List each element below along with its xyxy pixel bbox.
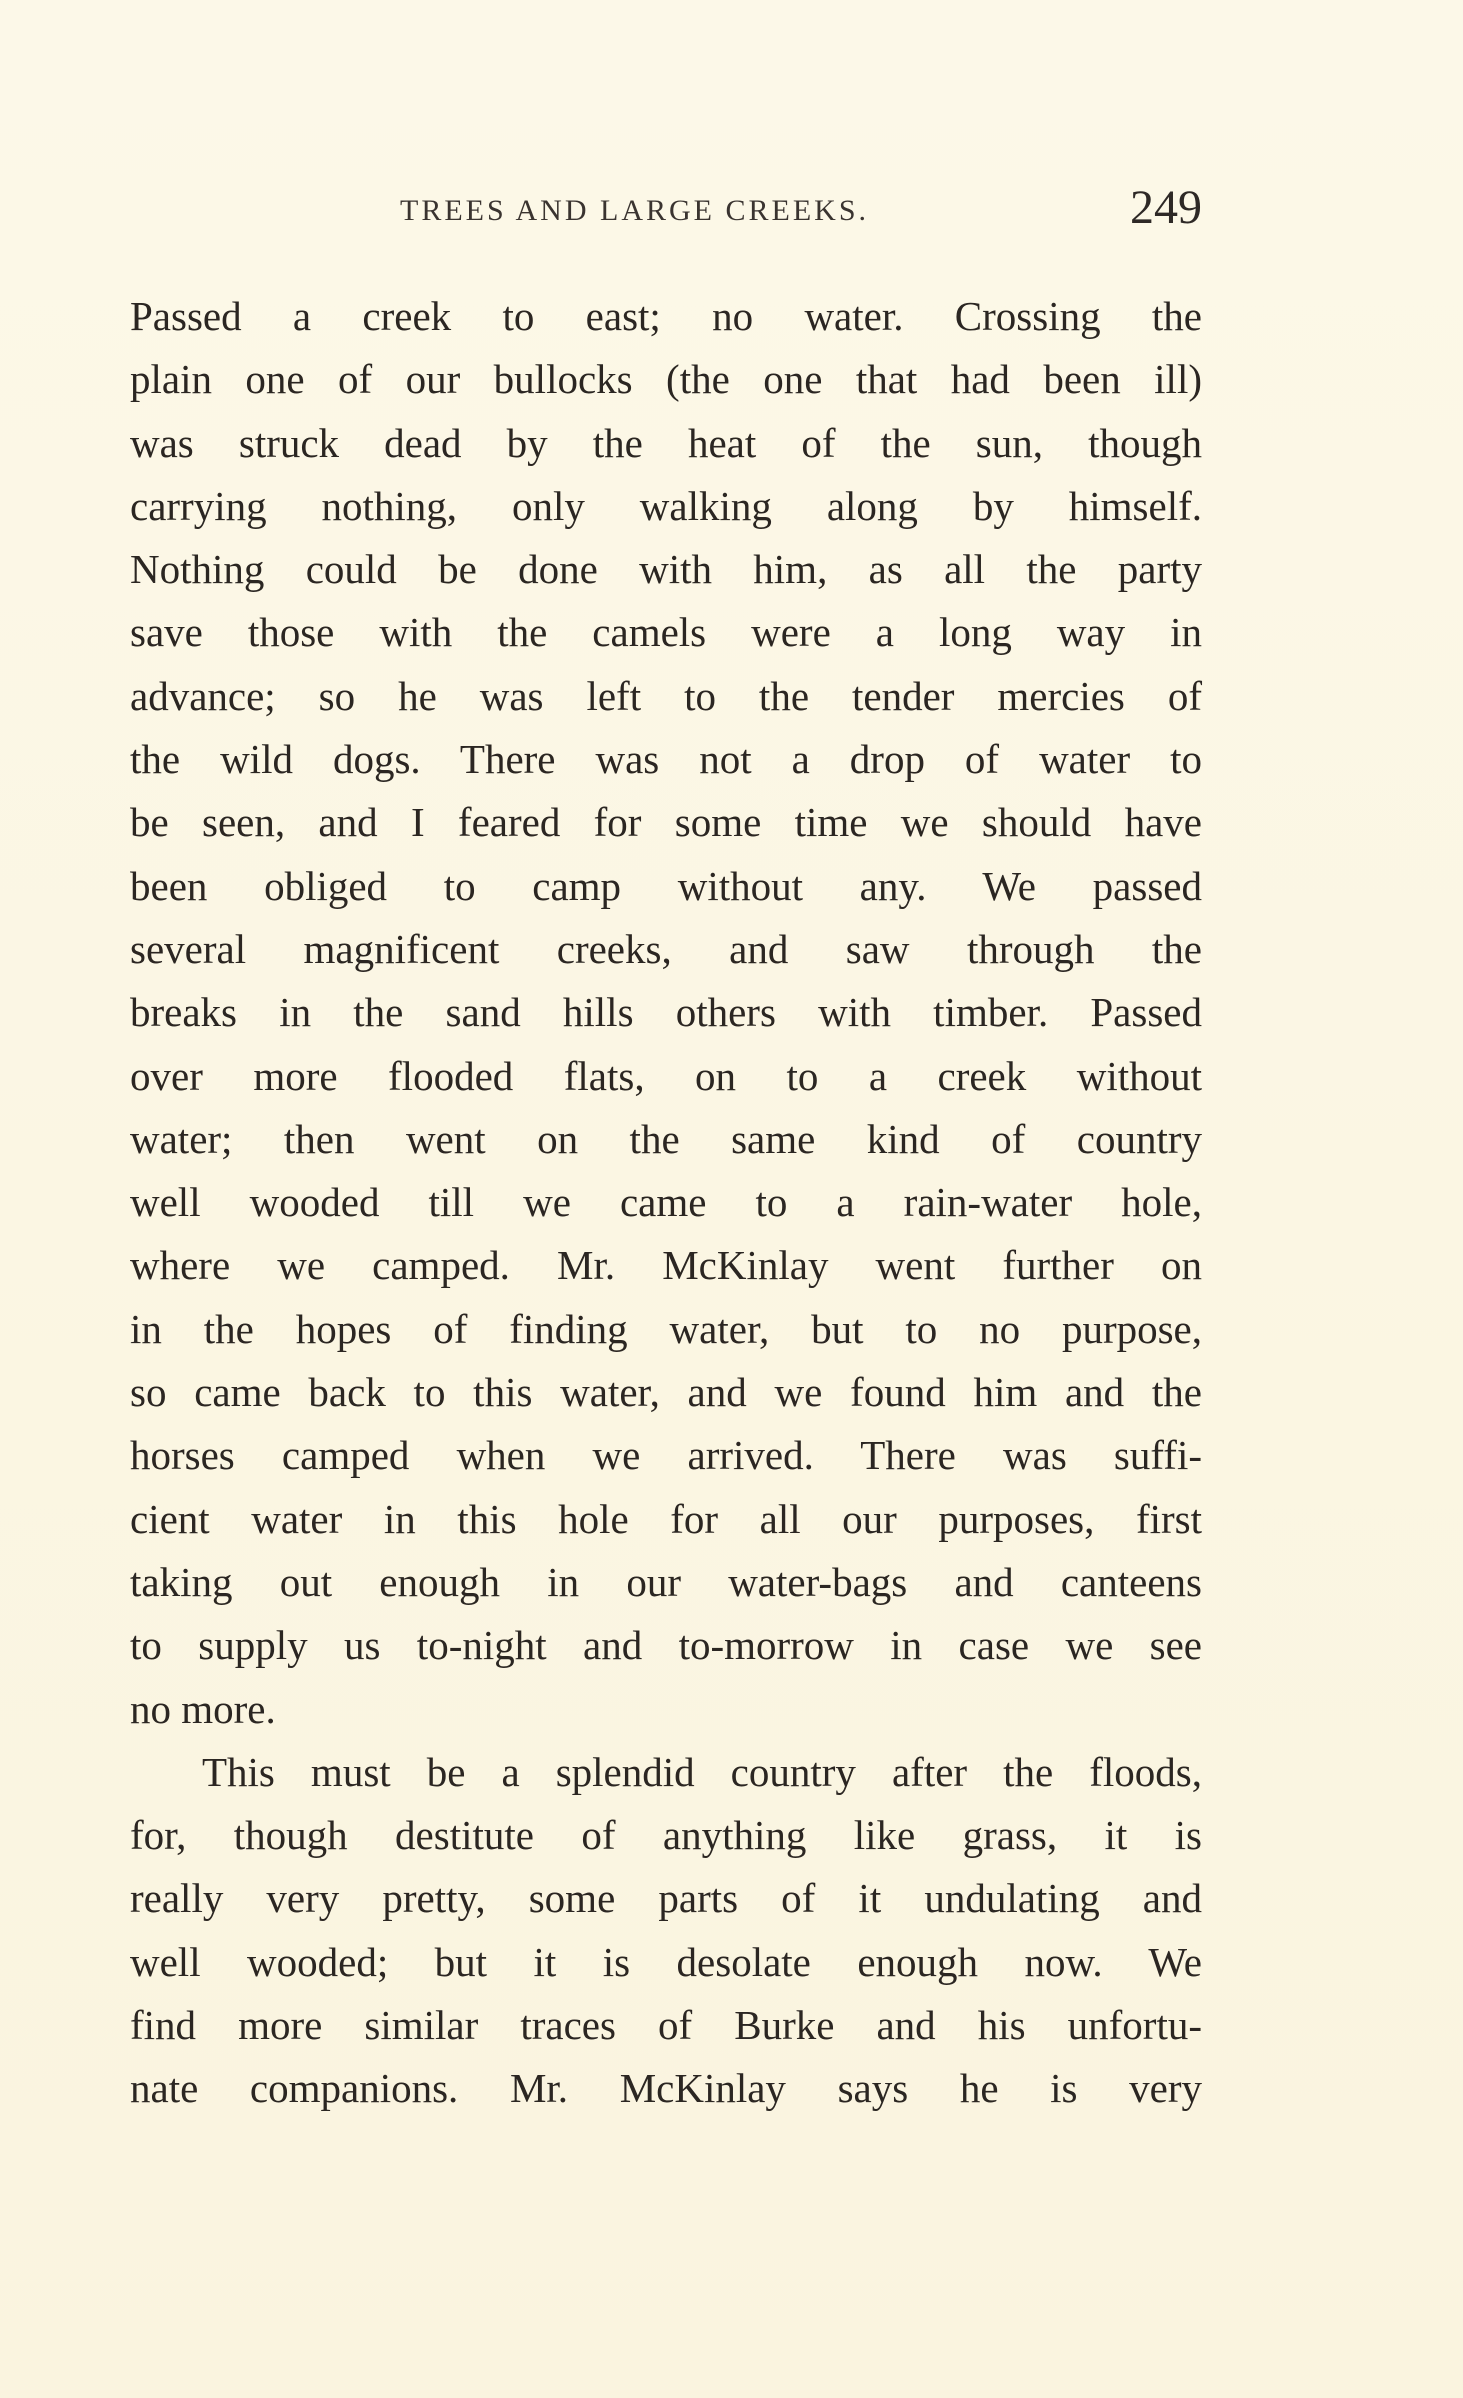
text-line: the wild dogs. There was not a drop of water to <box>130 736 1202 783</box>
text-line: taking out enough in our water-bags and canteens <box>130 1558 1202 1605</box>
text-line: nate companions. Mr. McKinlay says he is very <box>130 2065 1202 2112</box>
text-line: over more flooded flats, on to a creek without <box>130 1052 1202 1099</box>
text-line: several magnificent creeks, and saw through the <box>130 925 1202 972</box>
text-line: advance; so he was left to the tender mercies of <box>130 672 1202 719</box>
body-text <box>130 285 1202 2121</box>
text-line: so came back to this water, and we found him and the <box>130 1369 1202 1416</box>
page-number: 249 <box>1130 181 1202 234</box>
text-line: carrying nothing, only walking along by himself. <box>130 482 1202 529</box>
text-line: to supply us to-night and to-morrow in case we see <box>130 1622 1202 1669</box>
text-line: really very pretty, some parts of it undulating and <box>130 1875 1202 1922</box>
text-line: in the hopes of finding water, but to no purpose, <box>130 1305 1202 1352</box>
text-line: save those with the camels were a long way in <box>130 609 1202 656</box>
text-line: This must be a splendid country after the floods, <box>202 1748 1202 1795</box>
text-line: for, though destitute of anything like grass, it is <box>130 1812 1202 1859</box>
text-line: breaks in the sand hills others with timber. Passed <box>130 989 1202 1036</box>
text-line: well wooded; but it is desolate enough now. We <box>130 1938 1202 1985</box>
text-line: Passed a creek to east; no water. Crossing the <box>130 293 1202 339</box>
text-line: was struck dead by the heat of the sun, though <box>130 419 1202 466</box>
text-line: cient water in this hole for all our purposes, first <box>130 1495 1202 1542</box>
text-line: no more. <box>130 1685 276 1732</box>
paragraph <box>130 285 1202 1741</box>
text-line: find more similar traces of Burke and his unfortu- <box>130 2002 1202 2049</box>
paragraph <box>130 1741 1202 2121</box>
running-title: TREES AND LARGE CREEKS. <box>400 194 870 227</box>
text-line: been obliged to camp without any. We passed <box>130 862 1202 909</box>
text-line: well wooded till we came to a rain-water hole, <box>130 1179 1202 1226</box>
text-line: where we camped. Mr. McKinlay went further on <box>130 1242 1202 1289</box>
text-line: be seen, and I feared for some time we should have <box>130 799 1202 846</box>
running-head <box>130 180 1202 250</box>
text-line: water; then went on the same kind of country <box>130 1115 1202 1162</box>
text-line: plain one of our bullocks (the one that had been ill) <box>130 356 1202 403</box>
text-line: horses camped when we arrived. There was suffi- <box>130 1432 1202 1479</box>
text-line: Nothing could be done with him, as all the party <box>130 546 1202 593</box>
